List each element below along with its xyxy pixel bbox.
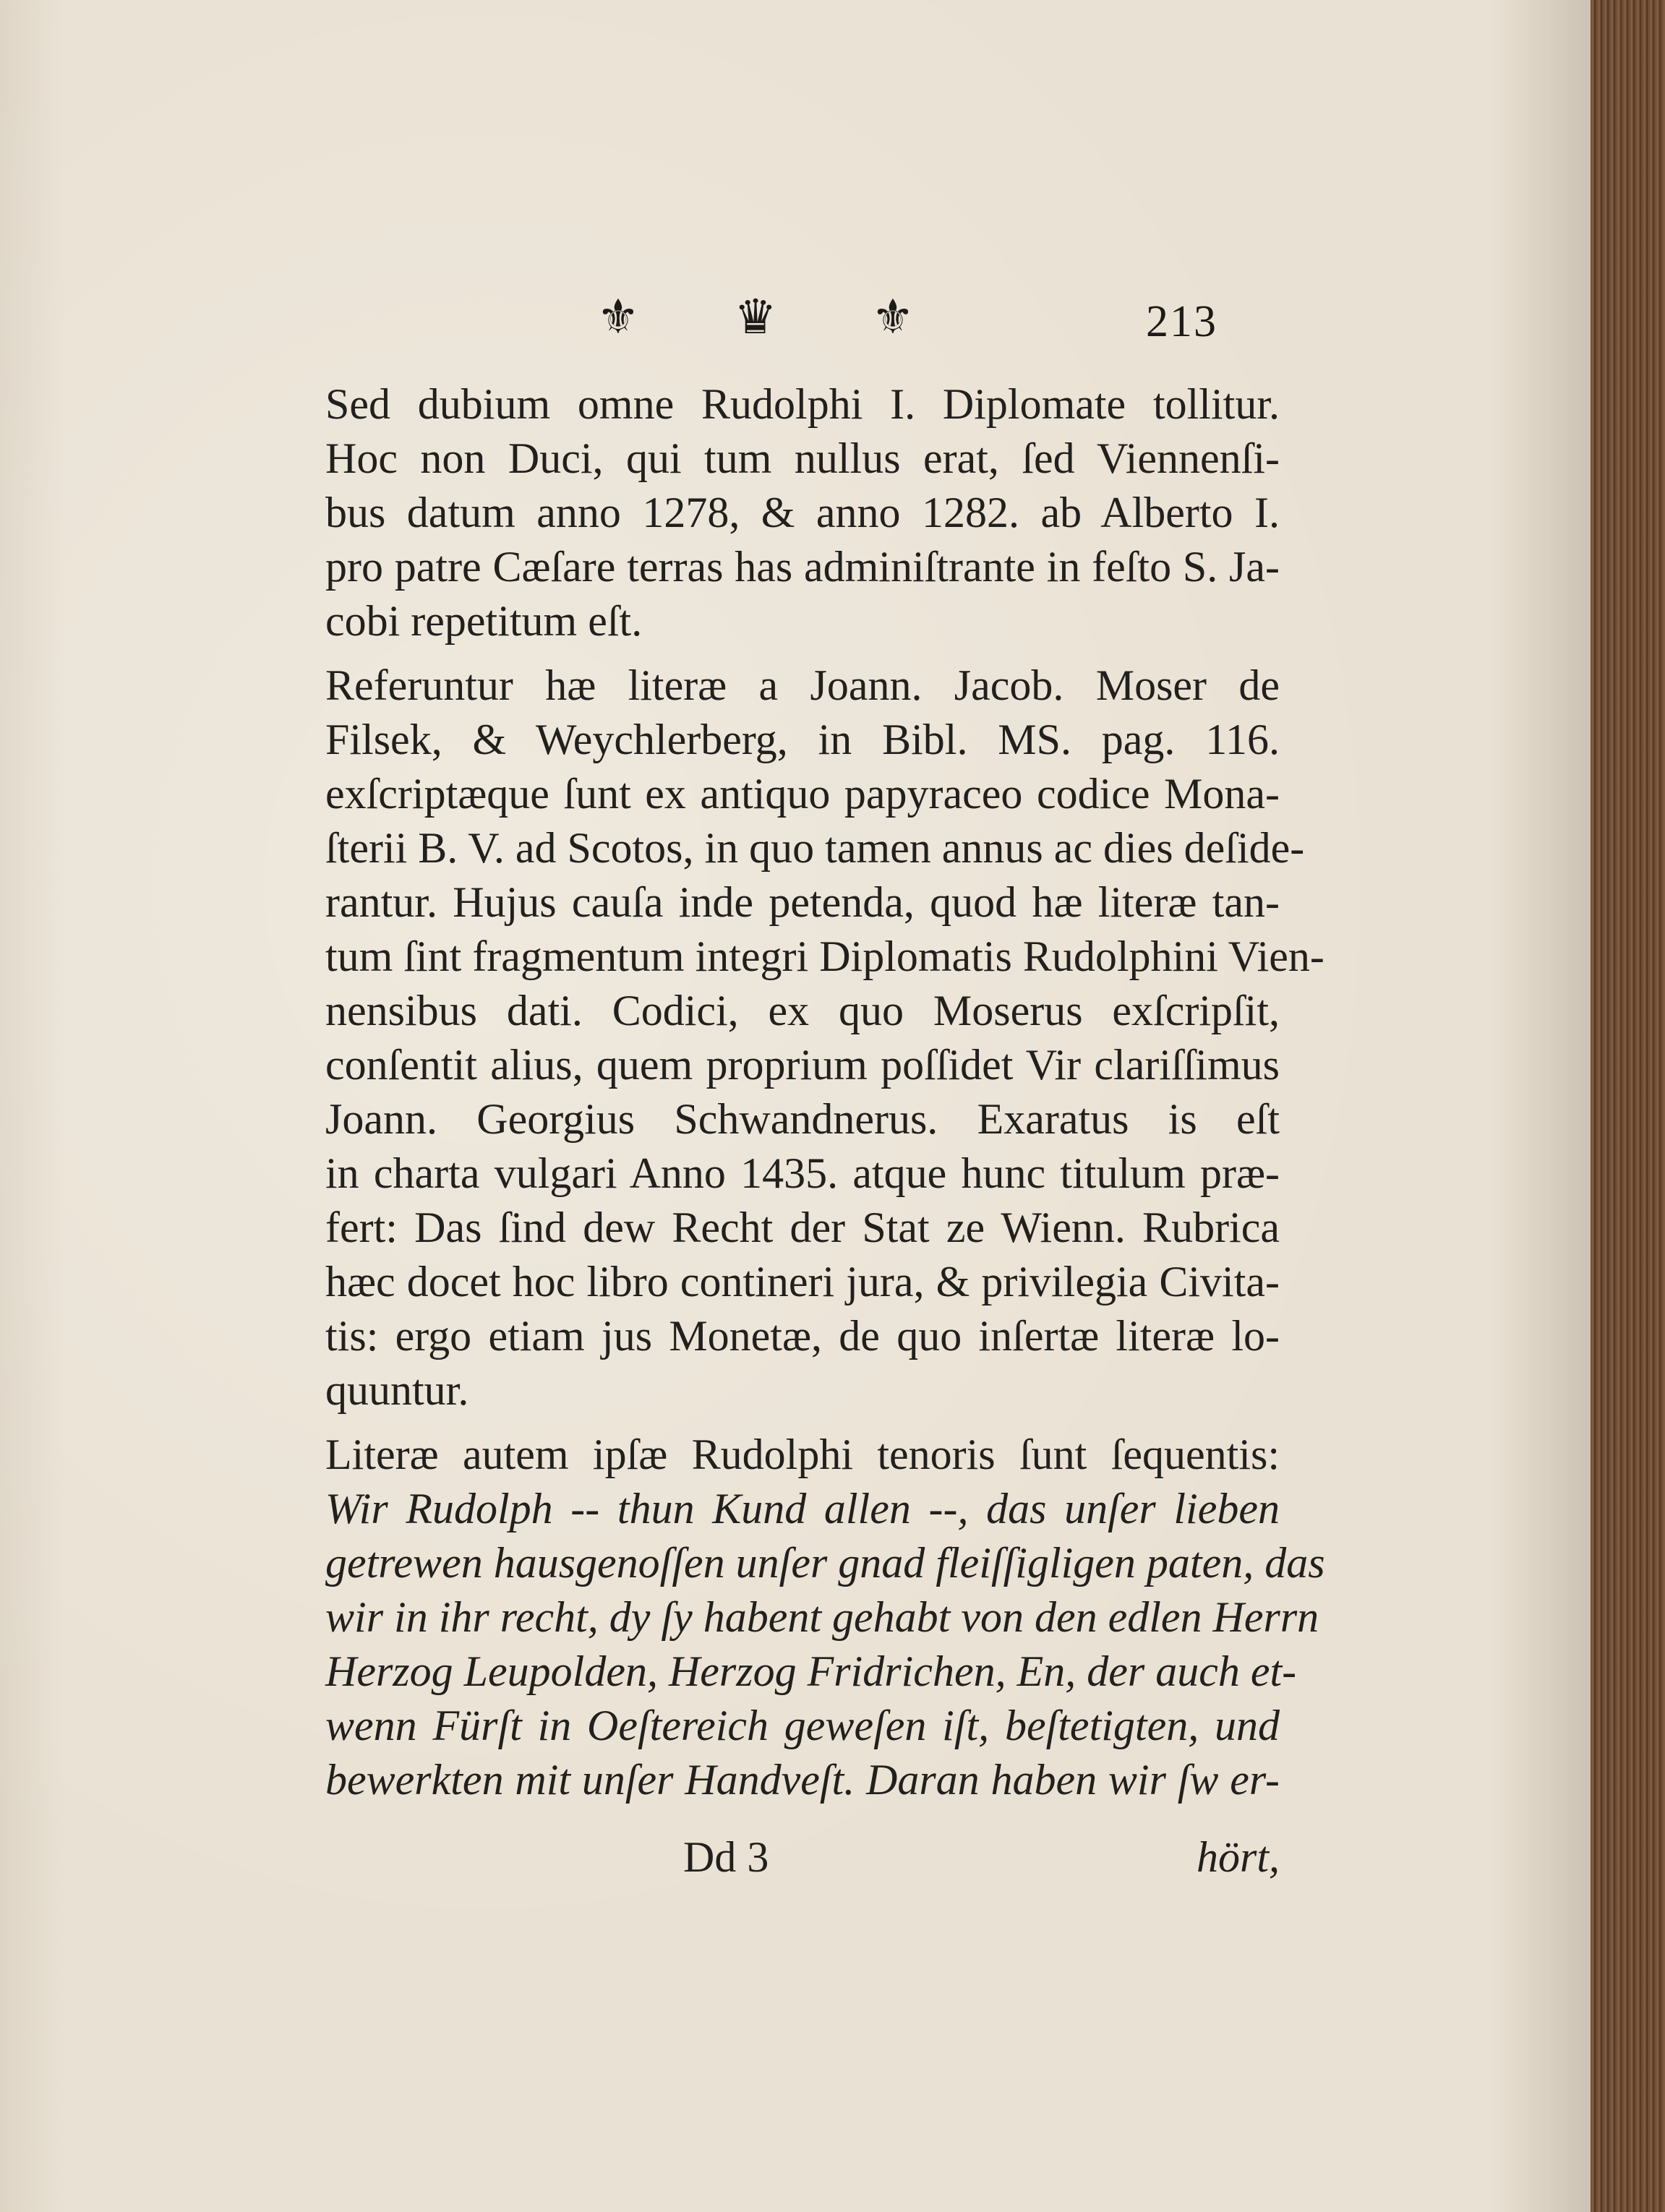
page-number: 213: [1146, 297, 1217, 346]
paragraph-3: [239, 1428, 1325, 1807]
text-line: pro patre Cæſare terras has adminiſtrante in feſto S. Ja-: [325, 543, 1280, 591]
book-page-edges: [1591, 0, 1665, 2212]
text-line: tum ſint fragmentum integri Diplomatis Rudolphini Vien-: [325, 933, 1324, 980]
text-line: in charta vulgari Anno 1435. atque hunc titulum præ-: [325, 1149, 1280, 1197]
text-line: Referuntur hæ literæ a Joann. Jacob. Moser de: [325, 661, 1280, 709]
text-line: Literæ autem ipſæ Rudolphi tenoris ſunt ſequentis:: [325, 1431, 1280, 1478]
signature-mark: Dd 3: [683, 1833, 769, 1881]
text-line: quuntur.: [325, 1366, 469, 1414]
text-line: exſcriptæque ſunt ex antiquo papyraceo codice Mona-: [325, 770, 1280, 818]
text-line-italic: Wir Rudolph -- thun Kund allen --, das unſer lieben: [325, 1485, 1280, 1532]
text-line: nensibus dati. Codici, ex quo Moserus exſcripſit,: [325, 987, 1280, 1034]
text-line: conſentit alius, quem proprium poſſidet Vir clariſſimus: [325, 1041, 1280, 1089]
fleur-ornament-icon: ⚜: [596, 291, 640, 344]
paragraph-2: [239, 659, 1324, 1418]
text-line: hæc docet hoc libro contineri jura, & privilegia Civita-: [325, 1258, 1280, 1306]
page-footer: [239, 1832, 1280, 1890]
body-text: [239, 377, 1325, 1817]
text-line-italic: wenn Fürſt in Oeſtereich geweſen iſt, beſtetigten, und: [325, 1702, 1280, 1749]
text-line: rantur. Hujus cauſa inde petenda, quod hæ literæ tan-: [325, 878, 1280, 926]
text-line-italic: wir in ihr recht, dy ſy habent gehabt von den edlen Herrn: [325, 1593, 1319, 1641]
text-line: Hoc non Duci, qui tum nullus erat, ſed Viennenſi-: [325, 434, 1280, 482]
text-line: fert: Das ſind dew Recht der Stat ze Wienn. Rubrica: [325, 1204, 1280, 1251]
crown-ornament-icon: ♛: [734, 291, 777, 344]
text-line: bus datum anno 1278, & anno 1282. ab Alberto I.: [325, 489, 1280, 536]
text-line-italic: getrewen hausgenoſſen unſer gnad fleiſſigligen paten, das: [325, 1539, 1325, 1587]
fleur-ornament-icon: ⚜: [871, 291, 915, 344]
text-line: Joann. Georgius Schwandnerus. Exaratus is eſt: [325, 1095, 1280, 1143]
text-line: cobi repetitum eſt.: [325, 597, 643, 645]
catchword: hört,: [1196, 1833, 1280, 1881]
text-line-italic: bewerkten mit unſer Handveſt. Daran haben wir ſw er-: [325, 1756, 1280, 1804]
text-line: ſterii B. V. ad Scotos, in quo tamen annus ac dies deſide-: [325, 824, 1305, 872]
text-line-italic: Herzog Leupolden, Herzog Fridrichen, En, der auch et-: [325, 1647, 1297, 1695]
text-line: Filsek, & Weychlerberg, in Bibl. MS. pag. 116.: [325, 716, 1280, 763]
page-header: [0, 289, 1619, 354]
text-line: Sed dubium omne Rudolphi I. Diplomate tollitur.: [325, 380, 1280, 428]
text-line: tis: ergo etiam jus Monetæ, de quo inſertæ literæ lo-: [325, 1312, 1280, 1360]
paragraph-1: [239, 377, 1280, 648]
